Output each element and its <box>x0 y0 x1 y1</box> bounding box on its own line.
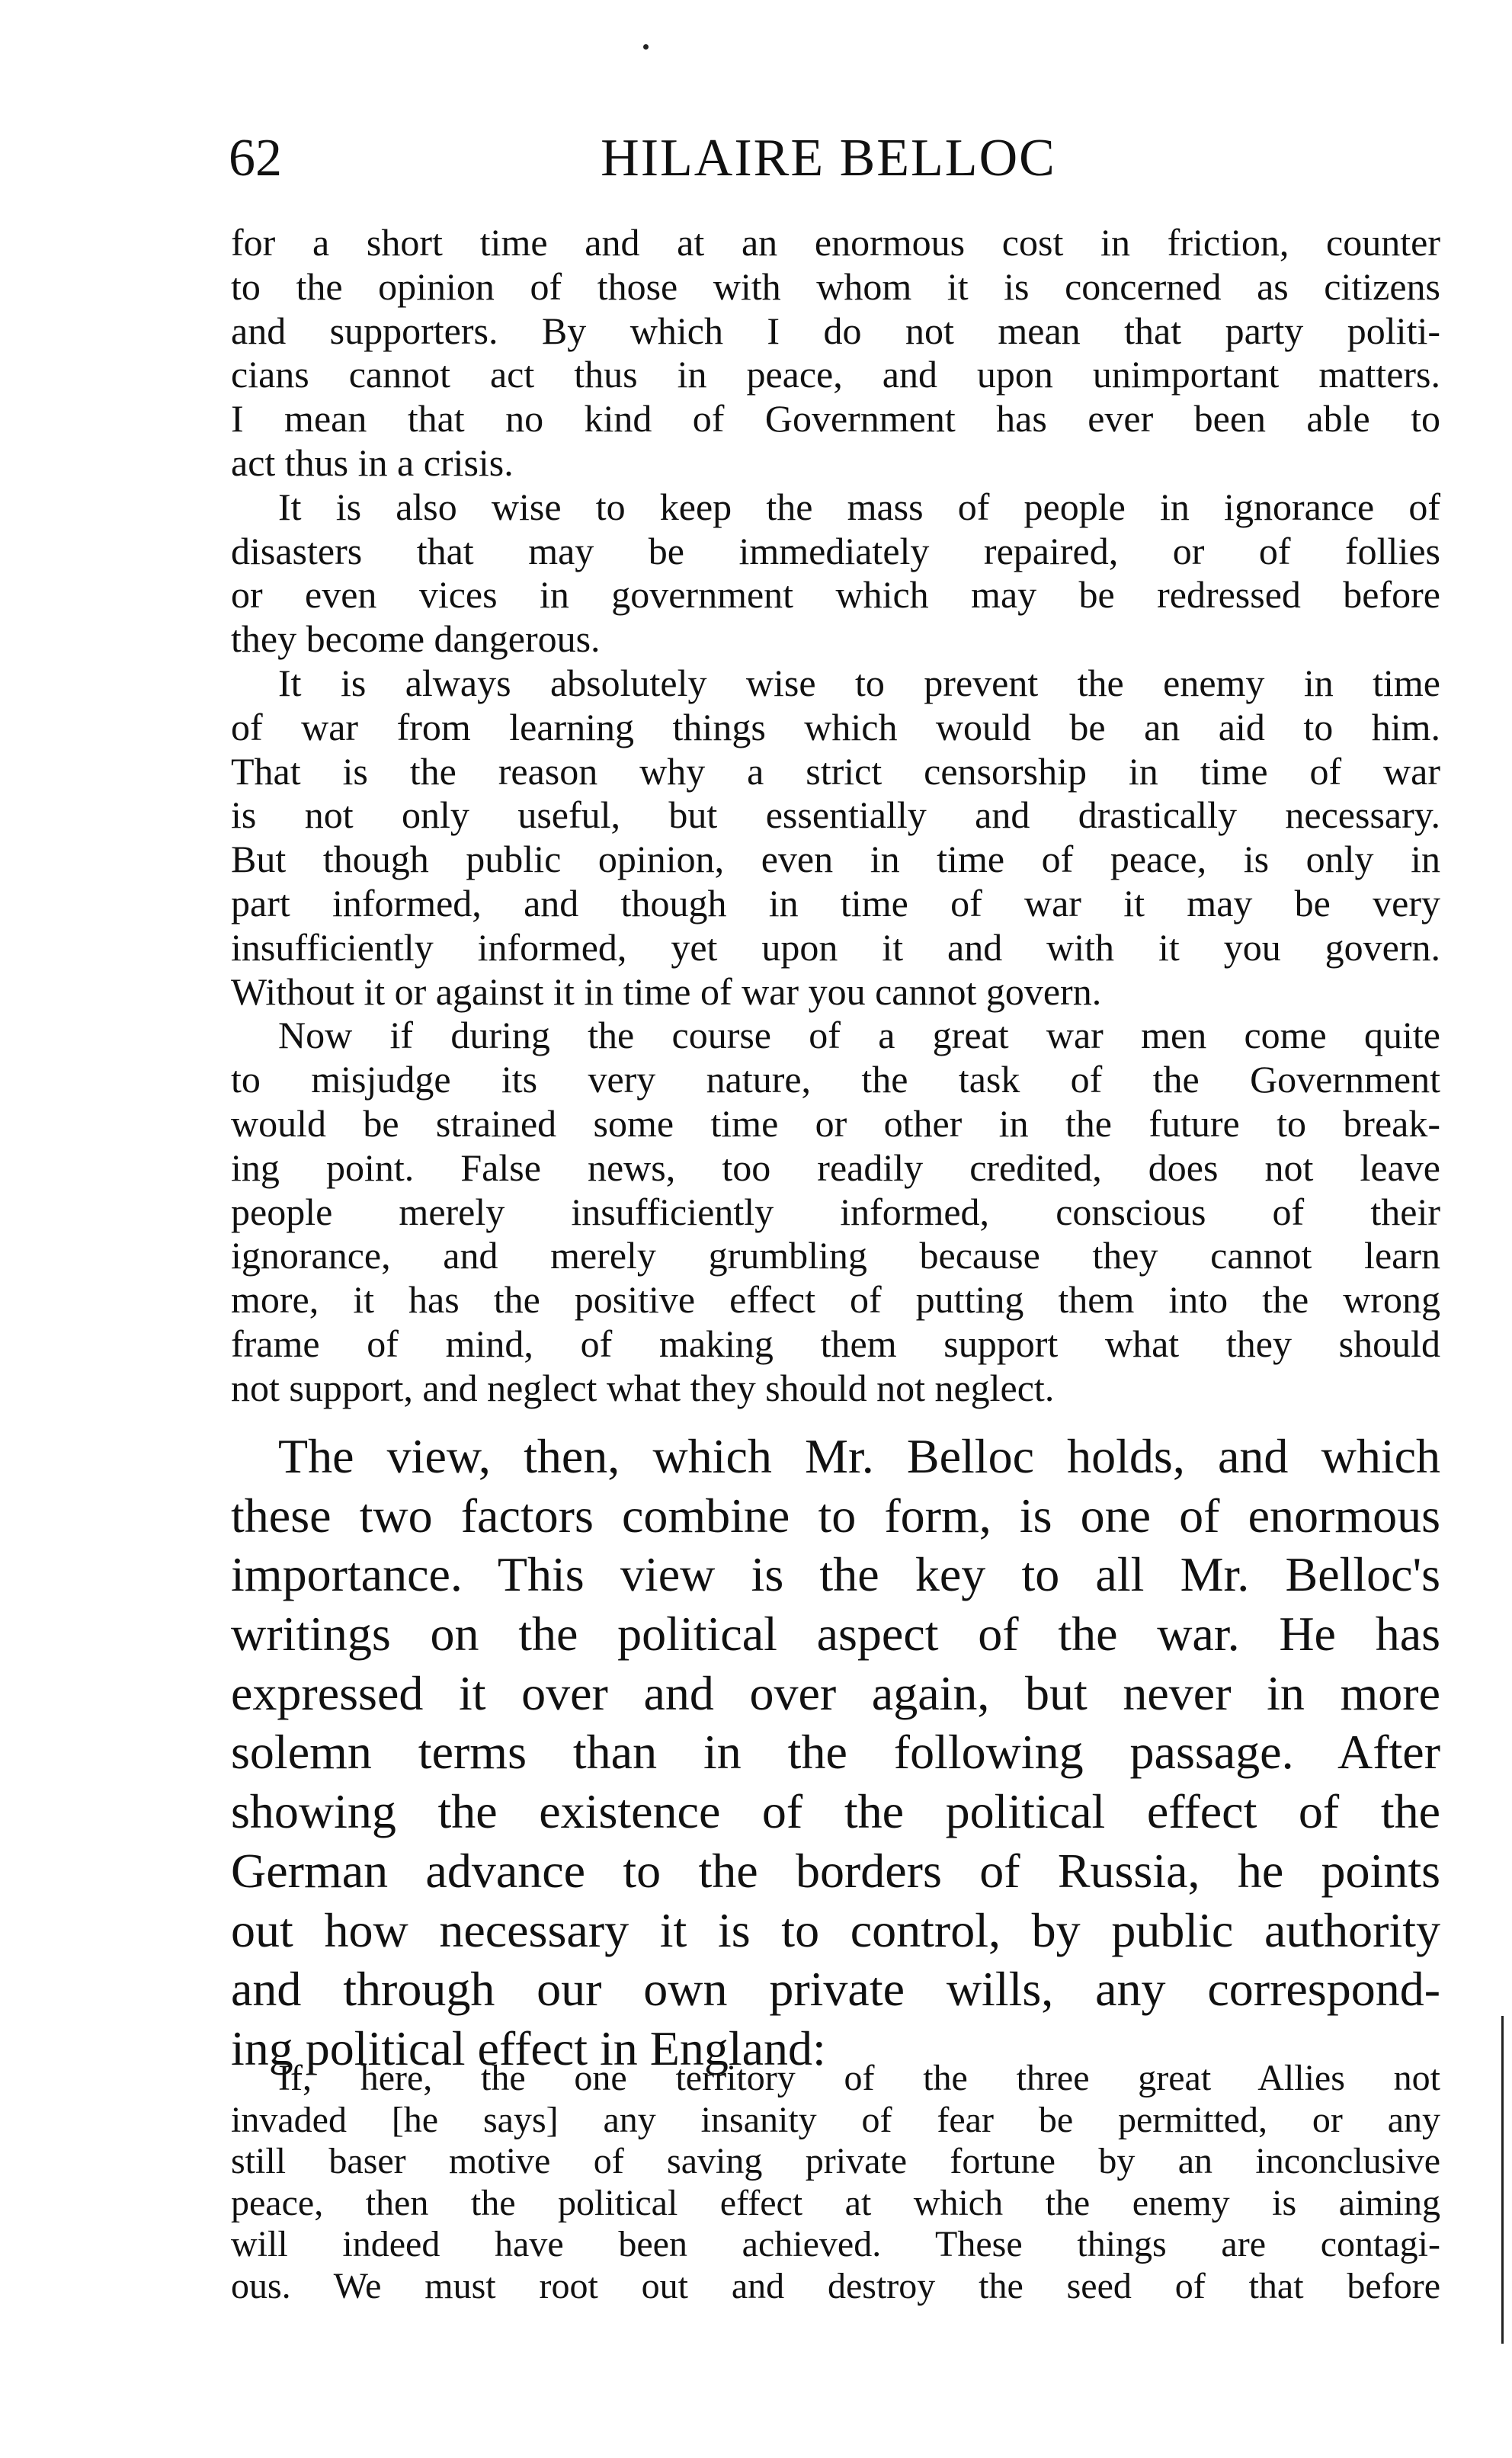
text-line: disasters that may be immediately repaired, or of follies <box>231 529 1440 572</box>
text-line: peace, then the political effect at which the enemy is aiming <box>231 2182 1440 2223</box>
text-line: and through our own private wills, any correspond- <box>231 1962 1440 2017</box>
text-line: would be strained some time or other in the future to break- <box>231 1101 1440 1145</box>
text-line: these two factors combine to form, is one of enormous <box>231 1488 1440 1543</box>
text-line: importance. This view is the key to all Mr. Belloc's <box>231 1547 1440 1602</box>
margin-rule <box>1501 2016 1504 2344</box>
text-line: frame of mind, of making them support what they should <box>231 1322 1440 1365</box>
text-line: not support, and neglect what they should not neglect. <box>231 1366 1055 1409</box>
text-line: That is the reason why a strict censorship in time of war <box>231 749 1440 793</box>
text-line: act thus in a crisis. <box>231 441 514 484</box>
text-line: It is always absolutely wise to prevent the enemy in time <box>278 661 1440 704</box>
text-line: solemn terms than in the following passage. After <box>231 1725 1440 1780</box>
page-number: 62 <box>229 129 282 187</box>
text-line: will indeed have been achieved. These things are contagi- <box>231 2224 1440 2265</box>
text-line: still baser motive of saving private fortune by an inconclusive <box>231 2141 1440 2182</box>
text-line: to misjudge its very nature, the task of the Government <box>231 1058 1440 1101</box>
text-line: and supporters. By which I do not mean that party politi- <box>231 309 1440 352</box>
text-line: If, here, the one territory of the three great Allies not <box>278 2058 1440 2098</box>
text-line: is not only useful, but essentially and drastically necessary. <box>231 793 1440 837</box>
text-line: to the opinion of those with whom it is concerned as citizens <box>231 264 1440 308</box>
text-line: part informed, and though in time of war it may be very <box>231 881 1440 925</box>
text-line: ing point. False news, too readily credited, does not leave <box>231 1146 1440 1189</box>
running-title: HILAIRE BELLOC <box>601 129 1056 187</box>
text-line: German advance to the borders of Russia, he points <box>231 1843 1440 1898</box>
text-line: ignorance, and merely grumbling because they cannot learn <box>231 1234 1440 1277</box>
text-line: But though public opinion, even in time of peace, is only in <box>231 838 1440 881</box>
text-line: Now if during the course of a great war men come quite <box>278 1014 1440 1057</box>
text-line: of war from learning things which would be an aid to him. <box>231 705 1440 748</box>
text-line: or even vices in government which may be redressed before <box>231 573 1440 617</box>
text-line: showing the existence of the political effect of the <box>231 1784 1440 1839</box>
text-line: more, it has the positive effect of putting them into the wrong <box>231 1278 1440 1322</box>
text-line: expressed it over and over again, but never in more <box>231 1665 1440 1720</box>
quoted-extract-block <box>231 221 1440 1411</box>
text-line: cians cannot act thus in peace, and upon unimportant matters. <box>231 353 1440 396</box>
text-line: for a short time and at an enormous cost in friction, counter <box>231 221 1440 264</box>
text-line: It is also wise to keep the mass of people in ignorance of <box>278 485 1440 528</box>
text-line: writings on the political aspect of the war. He has <box>231 1607 1440 1662</box>
text-line: they become dangerous. <box>231 617 601 661</box>
text-line: Without it or against it in time of war you cannot govern. <box>231 969 1102 1013</box>
text-line: invaded [he says] any insanity of fear be permitted, or any <box>231 2099 1440 2140</box>
text-line: I mean that no kind of Government has ever been able to <box>231 397 1440 441</box>
text-line: people merely insufficiently informed, conscious of their <box>231 1190 1440 1233</box>
block-quotation <box>231 2058 1440 2308</box>
scan-speck <box>643 44 649 50</box>
commentary-paragraph <box>231 1427 1440 2078</box>
text-line: ous. We must root out and destroy the seed of that before <box>231 2265 1440 2306</box>
text-line: insufficiently informed, yet upon it and with it you govern. <box>231 925 1440 969</box>
text-line: out how necessary it is to control, by public authority <box>231 1902 1440 1957</box>
text-line: The view, then, which Mr. Belloc holds, and which <box>278 1429 1440 1483</box>
text-line: ing political effect in England: <box>231 2021 826 2075</box>
